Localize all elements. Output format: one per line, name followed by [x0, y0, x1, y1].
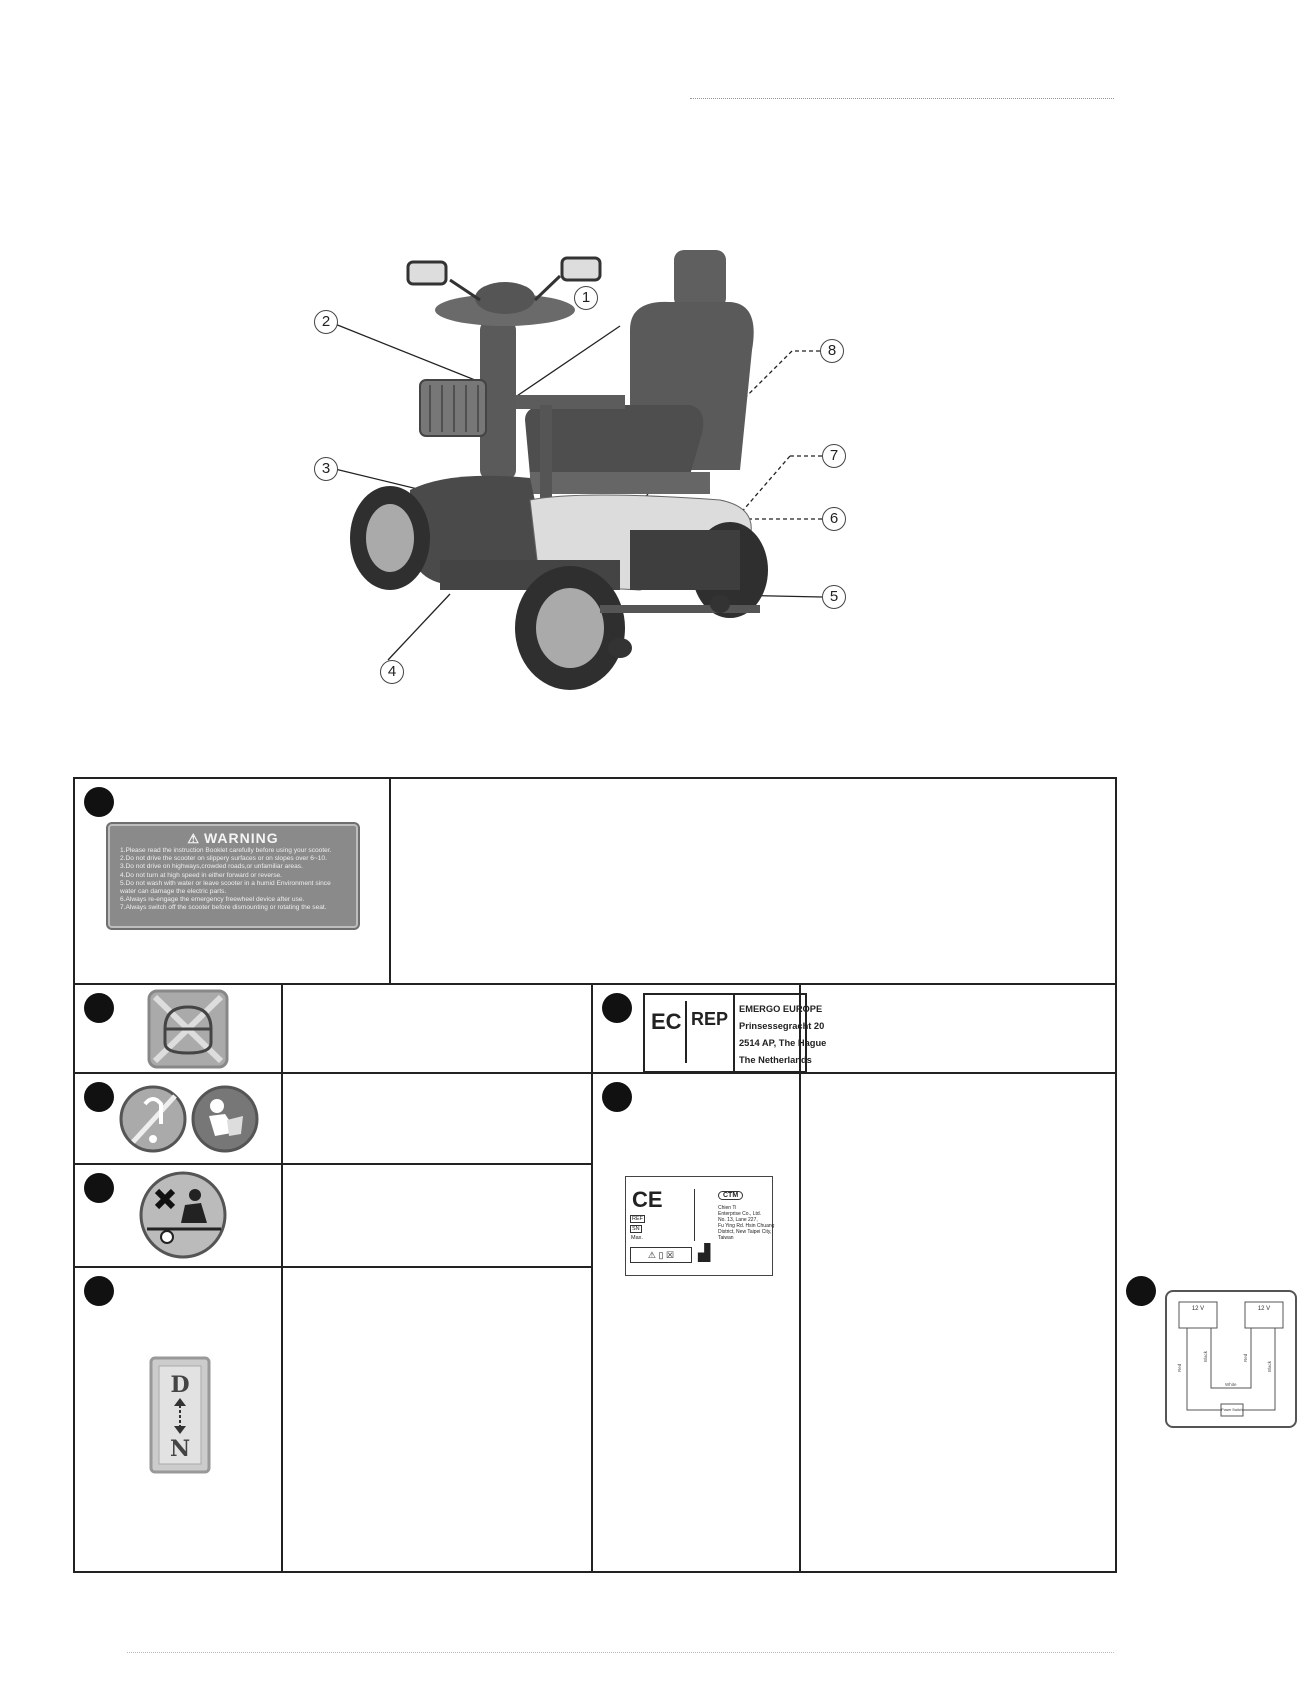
ce-product-label [625, 1176, 773, 1276]
labels-table [73, 777, 1273, 1573]
scooter-figure [300, 240, 900, 730]
ctm-logo: CTM [718, 1191, 743, 1200]
weee-bin-icon: ☒ [665, 1249, 675, 1260]
item-marker [84, 993, 114, 1023]
instructions-icon: ▯ [658, 1249, 664, 1260]
callout-8: 8 [820, 339, 844, 363]
manufacturer-icon: ▟ [698, 1244, 711, 1262]
warning-line: 3.Do not drive on highways,crowded roads,or unfamiliar areas. [120, 863, 303, 871]
item-marker [1126, 1276, 1156, 1306]
cell-basket-description [282, 984, 592, 1073]
cell-warning-description [390, 778, 1116, 984]
address-line: 2514 AP, The Hague [739, 1038, 827, 1049]
wire-label: Red [1177, 1363, 1183, 1372]
wiring-diagram-svg [1167, 1292, 1295, 1426]
sn-field: SN [632, 1225, 640, 1232]
wire-label: Black [1203, 1350, 1209, 1362]
item-marker [84, 1173, 114, 1203]
item-marker [84, 1082, 114, 1112]
callout-6: 6 [822, 507, 846, 531]
wire-label: Black [1267, 1360, 1273, 1372]
cell-ce-description [800, 1073, 1116, 1572]
item-marker [602, 1082, 632, 1112]
callout-4: 4 [380, 660, 404, 684]
warning-line: 5.Do not wash with water or leave scooter in a humid Environment since [120, 879, 331, 887]
warning-line: 4.Do not turn at high speed in either forward or reverse. [120, 871, 283, 879]
warning-line: 7.Always switch off the scooter before dismounting or rotating the seat. [120, 904, 327, 912]
manufacturer-address [718, 1205, 774, 1241]
power-switch-label: Power Switch [1221, 1407, 1243, 1412]
cell-manual-icons [74, 1073, 282, 1164]
max-field: Max. [631, 1234, 643, 1241]
cell-basket-icon [74, 984, 282, 1073]
maker-line: No. 13, Lane 227, [718, 1216, 758, 1223]
address-line: The Netherlands [739, 1055, 812, 1066]
warning-title: WARNING [203, 830, 279, 846]
warning-triangle-icon: ⚠ [647, 1249, 656, 1260]
item-marker [602, 993, 632, 1023]
cell-no-tow-icon [74, 1164, 282, 1267]
callout-1: 1 [574, 286, 598, 310]
warning-label [108, 824, 358, 928]
warning-line: 2.Do not drive the scooter on slippery surfaces or on slopes over 6~10. [120, 855, 327, 863]
freewheel-drive-mark: D [170, 1371, 190, 1398]
cell-manual-description [282, 1073, 592, 1164]
cell-no-tow-description [282, 1164, 592, 1267]
item-marker [84, 787, 114, 817]
freewheel-switch-icon [149, 1356, 211, 1474]
no-driving-on-slope-icon [137, 1171, 229, 1259]
battery-wiring-diagram [1165, 1290, 1297, 1428]
warning-line: 1.Please read the instruction Booklet carefully before using your scooter. [120, 847, 332, 854]
warning-line: water can damage the electric parts. [120, 888, 227, 896]
address-line: Prinsessegracht 20 [739, 1021, 825, 1032]
wire-label: White [1225, 1381, 1237, 1387]
callout-2: 2 [314, 310, 338, 334]
maker-line: Chien Ti [718, 1204, 737, 1211]
ec-rep-label [643, 993, 827, 1073]
cell-warning-label [74, 778, 390, 984]
label-symbols [630, 1247, 692, 1263]
maker-line: Enterprise Co., Ltd. [718, 1210, 762, 1217]
cell-ecrep-label [592, 984, 827, 1073]
warning-line: 6.Always re-engage the emergency freewheel device after use. [120, 896, 305, 904]
address-line: EMERGO EUROPE [739, 1004, 823, 1015]
ce-mark: CE [632, 1186, 663, 1212]
rep-mark: REP [691, 1009, 729, 1030]
ec-mark: EC [651, 1009, 682, 1035]
freewheel-neutral-mark: N [169, 1435, 191, 1462]
wire-label: Red [1243, 1353, 1249, 1362]
cell-freewheel-icon [74, 1267, 282, 1572]
item-marker [84, 1276, 114, 1306]
ref-field: REF [632, 1215, 643, 1222]
cell-ce-label [592, 1073, 800, 1572]
maker-line: Fu Ying Rd. Hsin Chuang [718, 1222, 775, 1229]
cell-freewheel-description [282, 1267, 592, 1572]
bottom-rule [127, 1652, 1114, 1653]
top-rule [690, 98, 1114, 99]
cell-ecrep-description [800, 984, 1116, 1073]
no-basket-load-icon [147, 989, 229, 1069]
callout-3: 3 [314, 457, 338, 481]
maker-line: District, New Taipei City, [718, 1228, 772, 1235]
callout-5: 5 [822, 585, 846, 609]
warning-triangle-icon: ⚠ [187, 831, 200, 846]
battery-right-label: 12 V [1257, 1305, 1271, 1312]
maker-line: Taiwan [718, 1234, 734, 1241]
battery-left-label: 12 V [1191, 1305, 1205, 1312]
scooter-illustration [300, 240, 900, 730]
callout-7: 7 [822, 444, 846, 468]
read-manual-icons [119, 1084, 259, 1154]
